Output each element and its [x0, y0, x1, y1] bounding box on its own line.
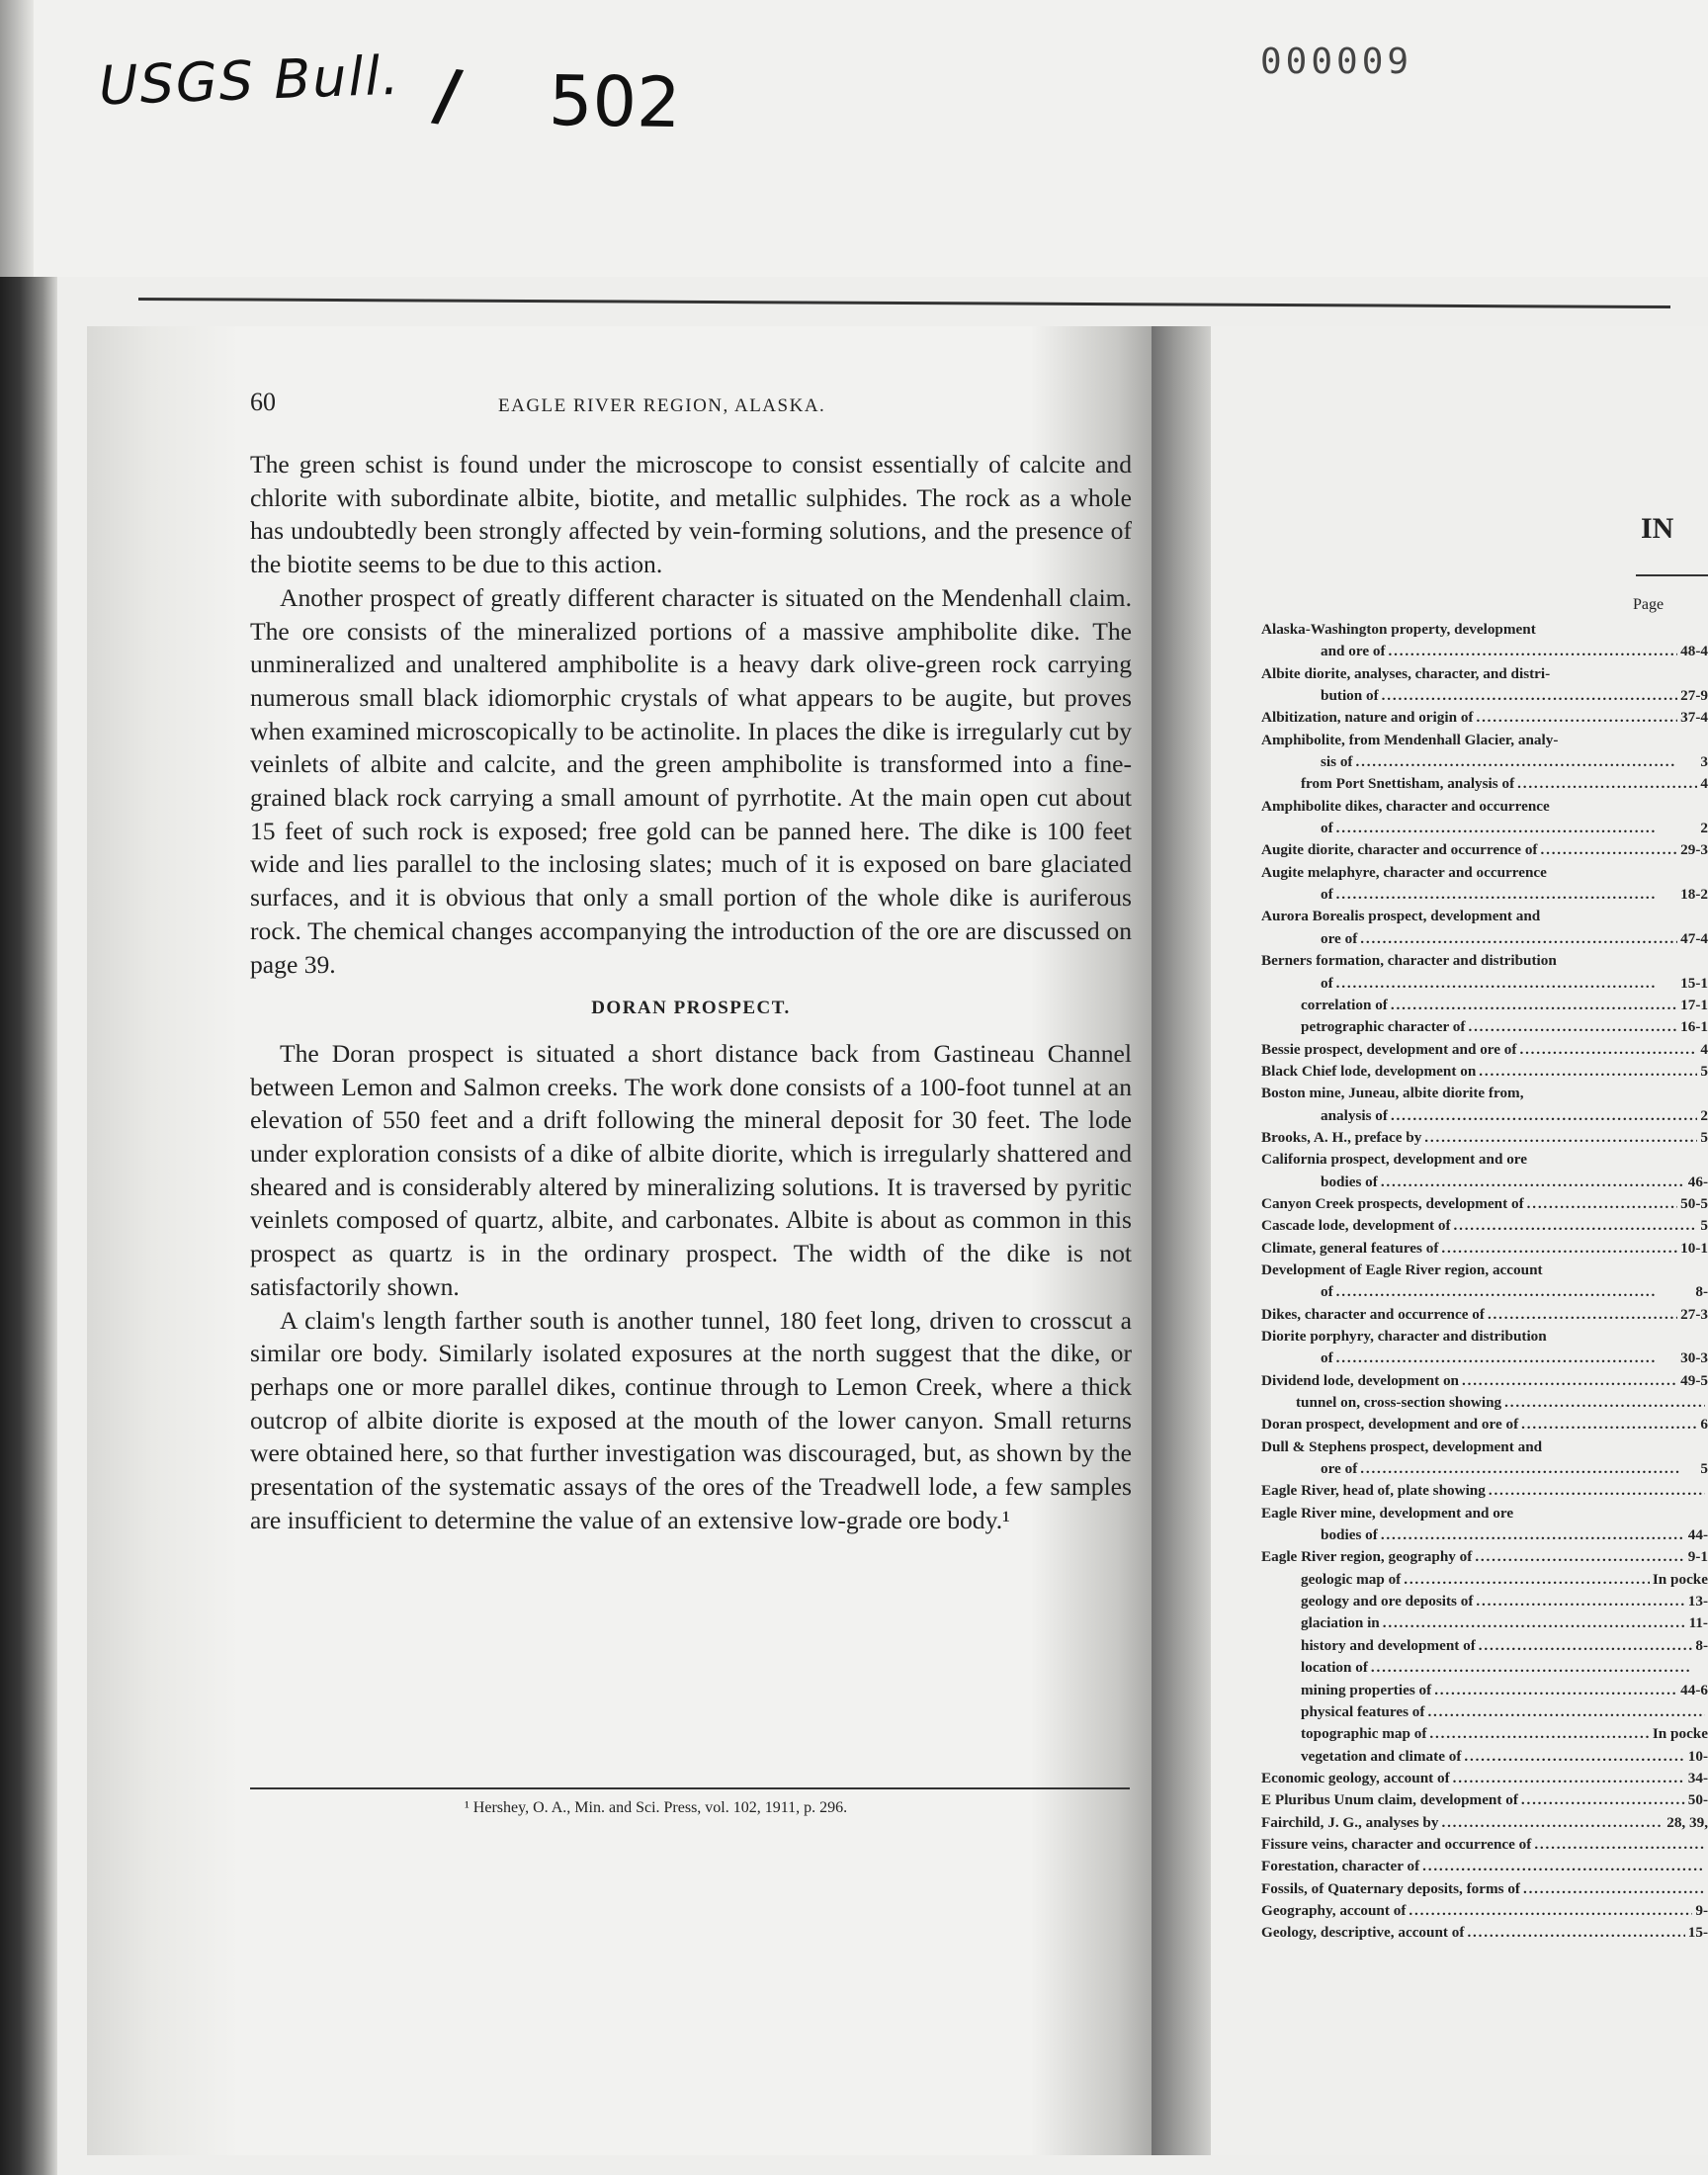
index-entry-page: 27-3: [1680, 1305, 1708, 1323]
index-entry: [1261, 1172, 1708, 1193]
index-entry-text: Cascade lode, development of: [1261, 1217, 1451, 1235]
index-entry: [1261, 1083, 1708, 1104]
index-entry-text: California prospect, development and ore: [1261, 1151, 1528, 1169]
index-entry: [1261, 1612, 1708, 1634]
index-entry-text: Fairchild, J. G., analyses by: [1261, 1813, 1439, 1831]
index-entry: [1261, 973, 1708, 995]
index-entry-text: analysis of: [1321, 1106, 1388, 1124]
index-entry: [1261, 1856, 1708, 1877]
index-entry-page: 44-: [1687, 1526, 1708, 1544]
index-dot-leader: [1441, 1238, 1677, 1260]
index-dot-leader: [1534, 1834, 1705, 1856]
index-entry: [1261, 1458, 1708, 1480]
index-entry: [1261, 730, 1708, 751]
index-dot-leader: [1541, 839, 1678, 861]
index-entry-text: of: [1321, 886, 1333, 904]
index-entry-text: history and development of: [1301, 1636, 1476, 1654]
index-dot-leader: [1382, 685, 1677, 707]
index-entry-page: 8-: [1695, 1636, 1708, 1654]
index-entry: [1261, 884, 1708, 906]
index-entry-text: Diorite porphyry, character and distribution: [1261, 1328, 1547, 1345]
index-entry: [1261, 1635, 1708, 1657]
index-entry-text: Fissure veins, character and occurrence of: [1261, 1835, 1532, 1853]
index-entry-text: Augite diorite, character and occurrence of: [1261, 841, 1538, 859]
left-edge-shadow: [0, 277, 57, 2175]
index-entry: [1261, 1392, 1708, 1414]
index-entry-text: Black Chief lode, development on: [1261, 1062, 1477, 1080]
index-entry-page: 6: [1700, 1416, 1708, 1434]
sheet-edge-line: [138, 298, 1670, 308]
index-entry: [1261, 1193, 1708, 1215]
index-entry-page: 2: [1700, 820, 1708, 837]
footnote-rule: [250, 1787, 1130, 1789]
index-entry-text: of: [1321, 974, 1333, 992]
index-entry: [1261, 1789, 1708, 1811]
index-entry: [1261, 1480, 1708, 1502]
paragraph: A claim's length farther south is another tunnel, 180 feet long, driven to crosscut a similar ore body. Similarly isolated exposures at the north suggest that the dike, or perhaps one or more parallel dikes, continue through to Lemon Creek, where a thick outcrop of albite diorite is exposed at the mouth of the lower canyon. Small returns were obtained here, so that further investigation was discouraged, but, as shown by the presentation of the systematic assays of the ores of the Treadwell lode, a few samples are insufficient to determine the value of an extensive low-grade ore body.¹: [250, 1305, 1132, 1534]
index-entry-text: Economic geology, account of: [1261, 1769, 1450, 1786]
index-dot-leader: [1479, 1061, 1697, 1083]
index-entry-page: 16-1: [1680, 1018, 1708, 1036]
index-entry: [1261, 1768, 1708, 1789]
index-entry: [1261, 1812, 1708, 1834]
running-head: EAGLE RIVER REGION, ALASKA.: [498, 395, 826, 416]
index-entry-text: Forestation, character of: [1261, 1858, 1420, 1875]
index-entry: [1261, 1149, 1708, 1171]
index-dot-leader: [1404, 1569, 1650, 1591]
paragraph: Another prospect of greatly different character is situated on the Mendenhall claim. The ore consists of the mineralized portions of a massive amphibolite dike. The unmineralized and unaltered amphibolite is a heavy dark olive-green rock carrying numerous small black idiomorphic crystals of what appears to be augite, but proves when examined microscopically to be actinolite. In places the dike is irregularly cut by veinlets of albite and calcite, and the green amphibolite is transformed into a fine-grained black rock carrying a small amount of pyrrhotite. At the main open cut about 15 feet of such rock is exposed; free gold can be panned here. The dike is 100 feet wide and lies parallel to the inclosing slates; much of it is exposed on bare glaciated surfaces, and it is obvious that only a small portion of the whole dike is auriferous rock. The chemical changes accompanying the introduction of the ore are discussed on page 39.: [250, 582, 1132, 979]
index-entry-text: Bessie prospect, development and ore of: [1261, 1040, 1517, 1058]
index-dot-leader: [1391, 1105, 1697, 1127]
index-dot-leader: [1467, 1922, 1684, 1944]
index-entry-page: 27-9: [1680, 687, 1708, 705]
index-dot-leader: [1479, 1635, 1693, 1657]
index-entry-text: ore of: [1321, 1460, 1358, 1478]
index-entry-text: Eagle River, head of, plate showing: [1261, 1482, 1486, 1500]
index-entry-page: 4: [1700, 775, 1708, 793]
paragraph: The Doran prospect is situated a short distance back from Gastineau Channel between Lemon and Salmon creeks. The work done consists of a 100-foot tunnel at an elevation of 550 feet and a drift following the mineral deposit for 30 feet. The lode under exploration consists of a dike of albite diorite, which is irregularly shattered and sheared and is considerably altered by mineralizing solutions. It is traversed by pyritic veinlets composed of quartz, albite, and carbonates. Albite is about as common in this prospect as quartz is in the ordinary prospect. The width of the dike is not satisfactorily shown.: [250, 1038, 1132, 1301]
index-entry-text: Dividend lode, development on: [1261, 1371, 1459, 1389]
index-entry-page: 3: [1700, 753, 1708, 771]
index-entry-text: from Port Snettisham, analysis of: [1301, 775, 1515, 793]
index-entry: [1261, 1591, 1708, 1612]
index-entry-text: petrographic character of: [1301, 1018, 1466, 1036]
index-entry: [1261, 1348, 1708, 1369]
index-entry-text: Dull & Stephens prospect, development and: [1261, 1437, 1543, 1455]
handwritten-slash: /: [429, 52, 467, 137]
index-entry-text: Alaska-Washington property, development: [1261, 621, 1536, 638]
index-entry: [1261, 1922, 1708, 1944]
stamp-number: 000009: [1260, 42, 1413, 82]
index-entry-text: ore of: [1321, 929, 1358, 947]
handwritten-label: USGS Bull.: [97, 44, 402, 118]
index-dot-leader: [1336, 884, 1678, 906]
index-entry-text: Berners formation, character and distribution: [1261, 952, 1557, 970]
index-entry: [1261, 1370, 1708, 1392]
index-entry-text: bution of: [1321, 687, 1379, 705]
index-entry-page: 10-1: [1680, 1239, 1708, 1257]
index-entry: [1261, 1016, 1708, 1038]
index-dot-leader: [1391, 995, 1677, 1016]
page-gutter-shadow: [1152, 326, 1211, 2155]
index-title-rule: [1636, 574, 1708, 576]
index-entry: [1261, 1061, 1708, 1083]
index-dot-leader: [1453, 1768, 1685, 1789]
index-entry-page: 29-3: [1680, 841, 1708, 859]
index-entry: [1261, 1215, 1708, 1237]
index-dot-leader: [1336, 973, 1678, 995]
index-entry-page: 47-4: [1680, 929, 1708, 947]
index-entry-page: 5: [1700, 1062, 1708, 1080]
index-entry: [1261, 619, 1708, 641]
index-dot-leader: [1389, 641, 1678, 662]
top-sheet: [0, 0, 1708, 277]
index-entry: [1261, 995, 1708, 1016]
index-entry: [1261, 818, 1708, 839]
index-entry-page: 28, 39,: [1666, 1813, 1708, 1831]
index-entry-text: tunnel on, cross-section showing: [1296, 1394, 1502, 1412]
index-entry: [1261, 773, 1708, 795]
index-entry: [1261, 1878, 1708, 1900]
index-dot-leader: [1519, 1039, 1697, 1061]
index-entry-text: bodies of: [1321, 1173, 1378, 1190]
index-entry-text: physical features of: [1301, 1702, 1425, 1720]
index-dot-leader: [1381, 1172, 1685, 1193]
index-entry-text: Amphibolite dikes, character and occurrence: [1261, 797, 1550, 815]
index-dot-leader: [1521, 1414, 1697, 1436]
index-entry-page: 50-: [1687, 1791, 1708, 1809]
index-entry: [1261, 751, 1708, 773]
index-entry-text: and ore of: [1321, 643, 1386, 660]
paragraph: The green schist is found under the microscope to consist essentially of calcite and chlorite with subordinate albite, biotite, and metallic sulphides. The rock as a whole has undoubtedly been strongly affected by vein-forming solutions, and the presence of the biotite seems to be due to this action.: [250, 450, 1132, 579]
handwritten-bulletin-number: 502: [548, 59, 682, 144]
index-entry-text: Augite melaphyre, character and occurrence: [1261, 863, 1547, 881]
index-dot-leader: [1441, 1812, 1664, 1834]
index-entry: [1261, 1238, 1708, 1260]
index-dot-leader: [1336, 1348, 1678, 1369]
index-dot-leader: [1429, 1723, 1649, 1745]
index-entry-page: 9-1: [1687, 1548, 1708, 1566]
index-entry-page: 37-4: [1680, 709, 1708, 727]
index-entry: [1261, 707, 1708, 729]
index-entry-text: Canyon Creek prospects, development of: [1261, 1194, 1524, 1212]
index-entry-page: 48-4: [1680, 643, 1708, 660]
index-page-heading: Page: [1633, 596, 1665, 613]
index-dot-leader: [1475, 1546, 1684, 1568]
index-dot-leader: [1383, 1612, 1686, 1634]
index-entry-text: Development of Eagle River region, account: [1261, 1261, 1543, 1278]
index-entry: [1261, 928, 1708, 950]
index-entry-text: of: [1321, 820, 1333, 837]
index-entry-page: 5: [1700, 1217, 1708, 1235]
index-entry-text: vegetation and climate of: [1301, 1747, 1462, 1765]
index-entry-text: Albitization, nature and origin of: [1261, 709, 1474, 727]
index-entry-text: topographic map of: [1301, 1725, 1427, 1743]
index-title: IN: [1641, 512, 1674, 545]
index-entry: [1261, 1503, 1708, 1524]
index-dot-leader: [1360, 928, 1677, 950]
index-entry-page: 9-: [1695, 1901, 1708, 1919]
index-entry-text: correlation of: [1301, 996, 1388, 1013]
index-dot-leader: [1454, 1215, 1698, 1237]
index-entry-text: Geography, account of: [1261, 1901, 1407, 1919]
index-entry: [1261, 1105, 1708, 1127]
index-entry: [1261, 641, 1708, 662]
left-edge-shadow-top: [0, 0, 34, 277]
index-entry: [1261, 1304, 1708, 1326]
index-entry: [1261, 862, 1708, 884]
index-entry-text: sis of: [1321, 753, 1353, 771]
index-dot-leader: [1488, 1304, 1677, 1326]
index-entry-page: 11-: [1688, 1614, 1708, 1632]
index-entry-text: location of: [1301, 1659, 1368, 1677]
index-entry-text: geologic map of: [1301, 1570, 1402, 1588]
index-entry: [1261, 663, 1708, 685]
index-entry-page: 15-: [1687, 1924, 1708, 1942]
index-entry: [1261, 950, 1708, 972]
index-dot-leader: [1468, 1016, 1677, 1038]
index-entry-text: Eagle River mine, development and ore: [1261, 1504, 1514, 1522]
index-entry-text: geology and ore deposits of: [1301, 1593, 1474, 1610]
index-entry-text: bodies of: [1321, 1526, 1378, 1544]
index-dot-leader: [1427, 1701, 1705, 1723]
index-dot-leader: [1527, 1193, 1678, 1215]
index-entry-page: 46-: [1687, 1173, 1708, 1190]
page-body: [250, 448, 1132, 1537]
index-entry-page: 17-1: [1680, 996, 1708, 1013]
section-heading: DORAN PROSPECT.: [591, 998, 791, 1019]
index-entry-page: In pocke: [1652, 1725, 1708, 1743]
index-dot-leader: [1517, 773, 1697, 795]
index-entry-text: Albite diorite, analyses, character, and distri-: [1261, 664, 1551, 682]
index-dot-leader: [1371, 1657, 1705, 1679]
index-list: [1261, 619, 1708, 1945]
index-entry-text: E Pluribus Unum claim, development of: [1261, 1791, 1518, 1809]
index-entry: [1261, 1127, 1708, 1149]
index-entry-text: Brooks, A. H., preface by: [1261, 1128, 1422, 1146]
index-entry: [1261, 685, 1708, 707]
index-dot-leader: [1424, 1127, 1697, 1149]
index-dot-leader: [1381, 1524, 1685, 1546]
index-entry-page: In pocke: [1652, 1570, 1708, 1588]
index-entry: [1261, 1281, 1708, 1303]
index-dot-leader: [1422, 1856, 1705, 1877]
index-entry-text: Fossils, of Quaternary deposits, forms of: [1261, 1879, 1520, 1897]
index-entry: [1261, 1260, 1708, 1281]
index-entry: [1261, 1569, 1708, 1591]
index-entry: [1261, 1746, 1708, 1768]
index-dot-leader: [1336, 1281, 1693, 1303]
footnote: ¹ Hershey, O. A., Min. and Sci. Press, vol. 102, 1911, p. 296.: [465, 1799, 848, 1816]
index-dot-leader: [1409, 1900, 1692, 1922]
index-entry-text: of: [1321, 1283, 1333, 1301]
index-dot-leader: [1523, 1878, 1705, 1900]
index-entry: [1261, 1701, 1708, 1723]
index-dot-leader: [1336, 818, 1698, 839]
index-dot-leader: [1521, 1789, 1685, 1811]
index-dot-leader: [1476, 707, 1677, 729]
index-entry: [1261, 1834, 1708, 1856]
index-entry-text: Geology, descriptive, account of: [1261, 1924, 1465, 1942]
index-entry: [1261, 1414, 1708, 1436]
index-entry-text: Dikes, character and occurrence of: [1261, 1305, 1485, 1323]
index-dot-leader: [1356, 751, 1698, 773]
index-entry: [1261, 1680, 1708, 1701]
index-entry-text: of: [1321, 1349, 1333, 1367]
index-entry-page: 49-5: [1680, 1371, 1708, 1389]
index-entry-page: 18-2: [1680, 886, 1708, 904]
index-entry-page: 2: [1700, 1106, 1708, 1124]
index-dot-leader: [1360, 1458, 1697, 1480]
index-dot-leader: [1434, 1680, 1677, 1701]
index-entry-text: Amphibolite, from Mendenhall Glacier, analy-: [1261, 731, 1559, 748]
index-entry: [1261, 839, 1708, 861]
index-entry: [1261, 796, 1708, 818]
index-entry-page: 5: [1700, 1460, 1708, 1478]
page-number: 60: [250, 388, 276, 416]
index-dot-leader: [1464, 1746, 1684, 1768]
index-entry: [1261, 1524, 1708, 1546]
index-entry-text: Aurora Borealis prospect, development and: [1261, 908, 1541, 925]
index-dot-leader: [1476, 1591, 1684, 1612]
index-entry-page: 50-5: [1680, 1194, 1708, 1212]
index-entry-text: Eagle River region, geography of: [1261, 1548, 1473, 1566]
index-entry: [1261, 1436, 1708, 1458]
index-entry: [1261, 1723, 1708, 1745]
index-entry-page: 15-1: [1680, 974, 1708, 992]
index-entry: [1261, 1039, 1708, 1061]
index-entry: [1261, 906, 1708, 927]
index-entry: [1261, 1657, 1708, 1679]
index-entry-page: 5: [1700, 1128, 1708, 1146]
index-dot-leader: [1462, 1370, 1677, 1392]
index-entry-page: 34-: [1687, 1769, 1708, 1786]
index-entry-text: mining properties of: [1301, 1681, 1432, 1698]
index-entry-page: 13-: [1687, 1593, 1708, 1610]
index-entry-page: 44-6: [1680, 1681, 1708, 1698]
index-entry-page: 8-: [1695, 1283, 1708, 1301]
index-entry-text: glaciation in: [1301, 1614, 1380, 1632]
index-dot-leader: [1489, 1480, 1705, 1502]
index-entry: [1261, 1326, 1708, 1348]
index-entry-page: 10-: [1687, 1747, 1708, 1765]
index-entry: [1261, 1546, 1708, 1568]
index-entry-text: Boston mine, Juneau, albite diorite from,: [1261, 1085, 1524, 1102]
index-entry-page: 30-3: [1680, 1349, 1708, 1367]
index-entry-page: 4: [1700, 1040, 1708, 1058]
index-entry-text: Climate, general features of: [1261, 1239, 1439, 1257]
index-dot-leader: [1504, 1392, 1705, 1414]
index-entry: [1261, 1900, 1708, 1922]
index-entry-text: Doran prospect, development and ore of: [1261, 1416, 1519, 1434]
